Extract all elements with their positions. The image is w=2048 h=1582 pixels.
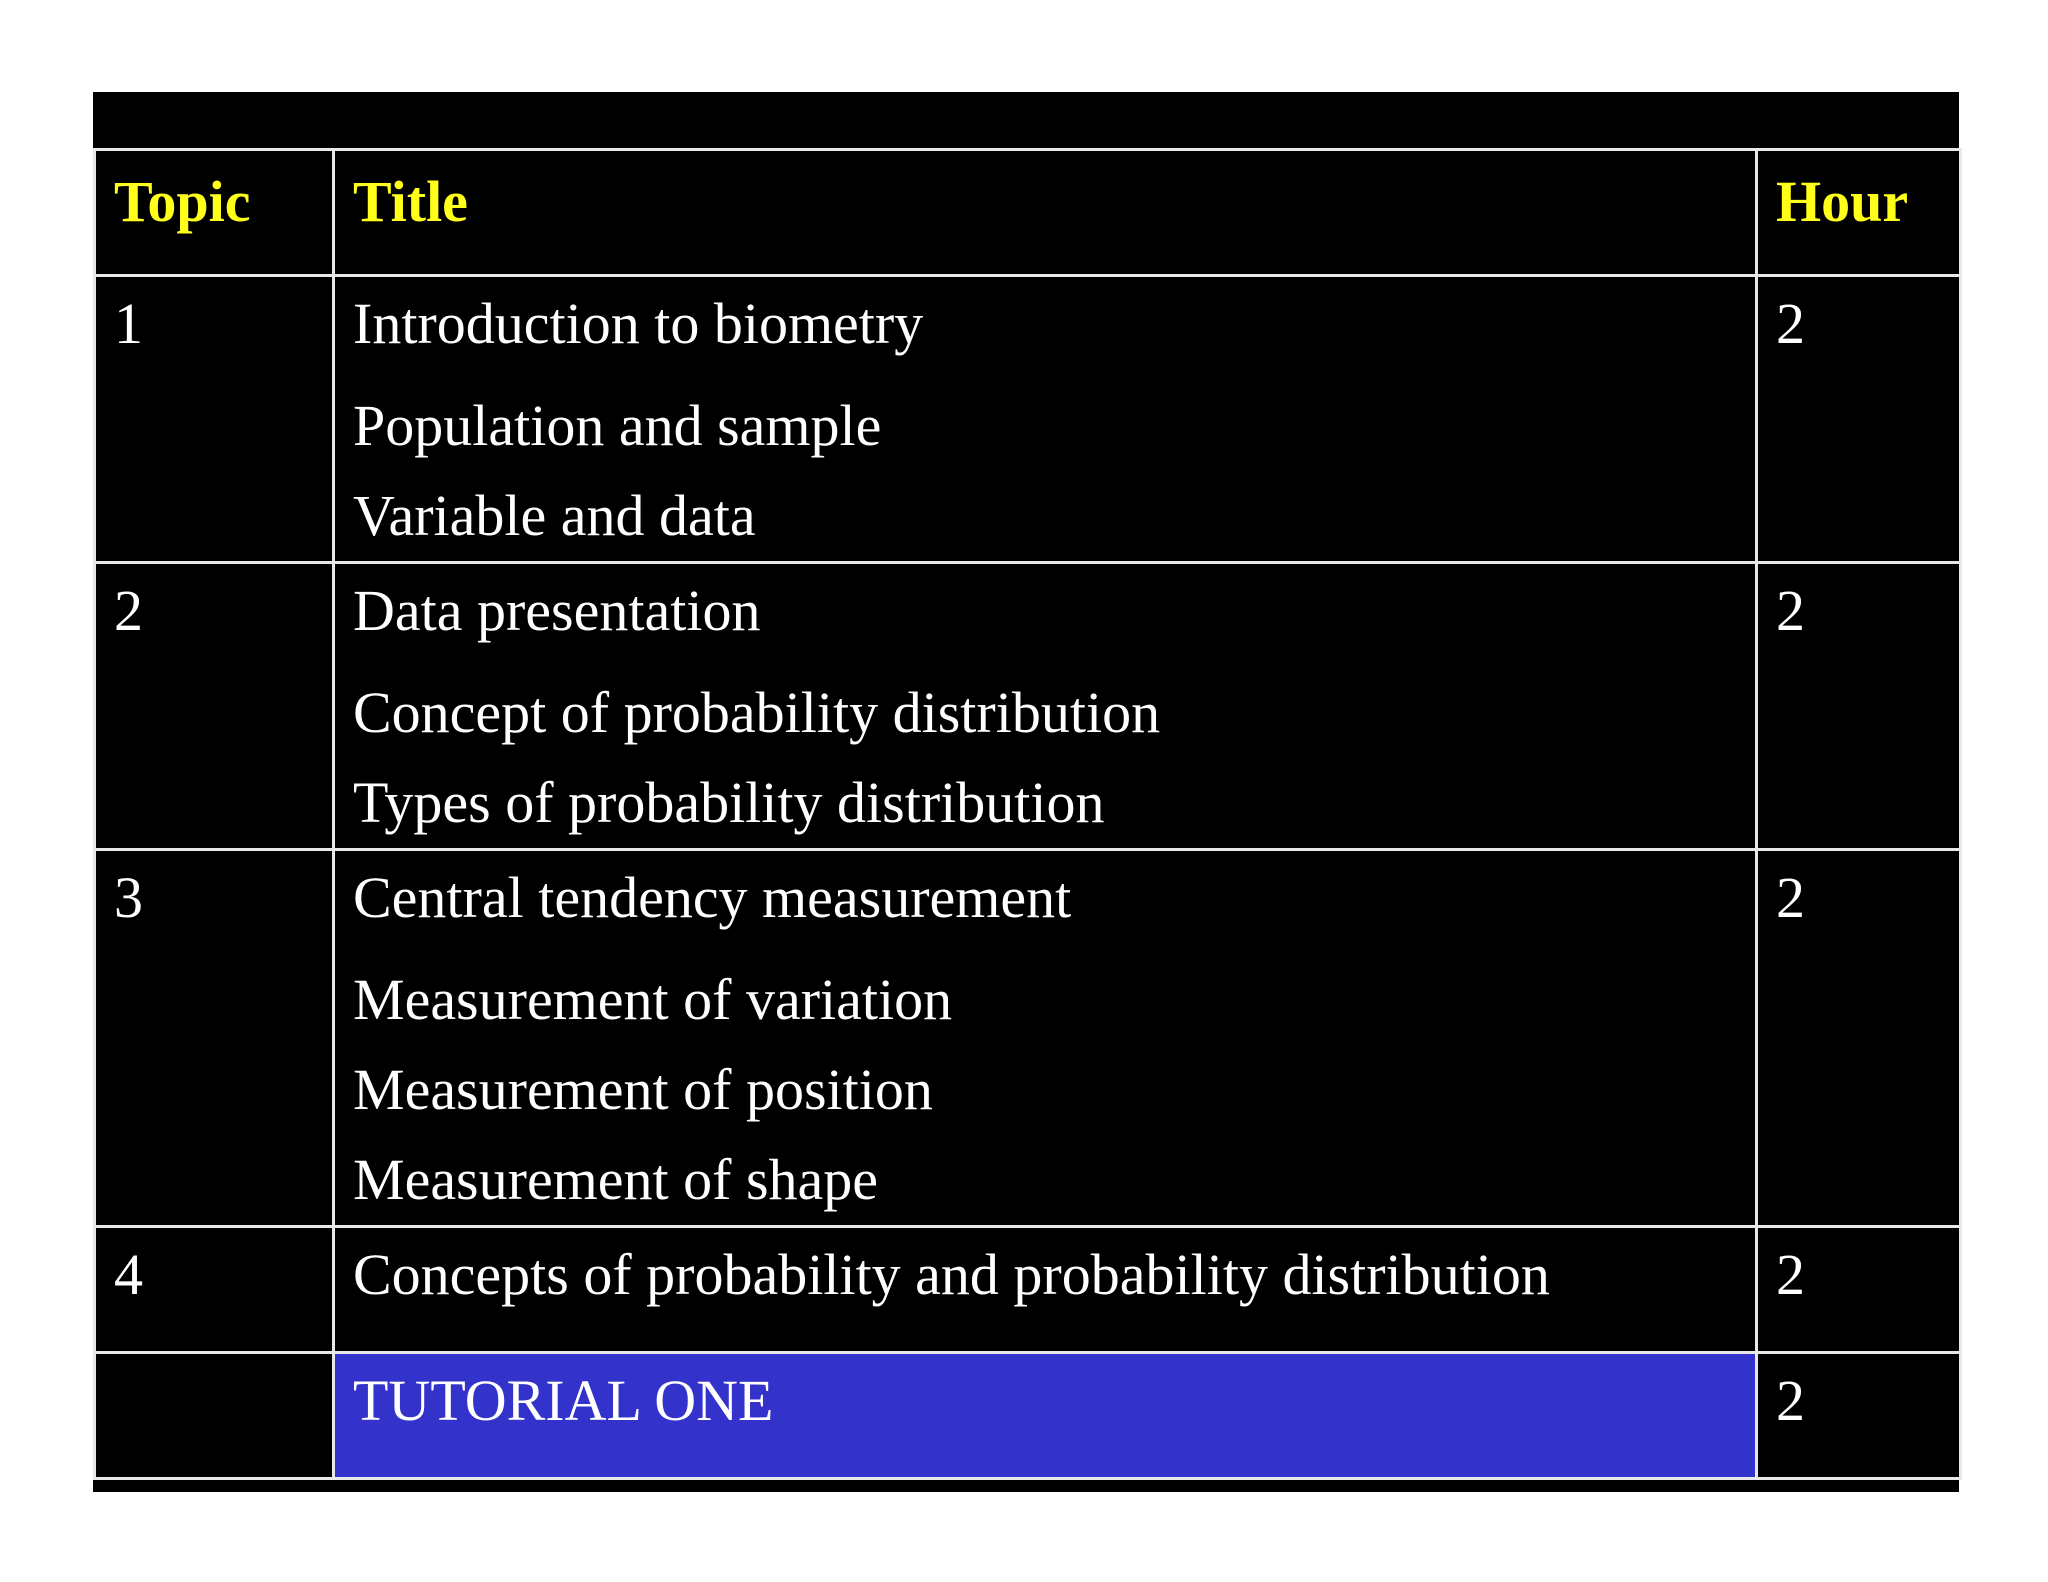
table-row: [95, 850, 1961, 1227]
topic-hours: 2: [1757, 1353, 1961, 1479]
topic-title-line: Concept of probability distribution: [353, 680, 1161, 745]
course-outline-panel: [93, 92, 1959, 1492]
topic-title-line: Types of probability distribution: [353, 770, 1105, 835]
topic-titles: [334, 1227, 1757, 1353]
topic-title-line: Measurement of position: [353, 1057, 933, 1122]
topic-title-line: Variable and data: [353, 483, 756, 548]
topic-number: 4: [95, 1227, 334, 1353]
topic-titles: [334, 563, 1757, 850]
topic-title-line: Concepts of probability and probability distribution: [353, 1242, 1550, 1307]
topic-title-line: Measurement of variation: [353, 967, 953, 1032]
table-row: [95, 1227, 1961, 1353]
table-row: [95, 563, 1961, 850]
topic-number: 3: [95, 850, 334, 1227]
topic-hours: 2: [1757, 276, 1961, 563]
tutorial-highlight-cell: [334, 1353, 1757, 1479]
topic-title-line: Introduction to biometry: [353, 291, 924, 356]
topic-hours: 2: [1757, 563, 1961, 850]
course-outline-table: [93, 148, 1962, 1480]
topic-titles: [334, 850, 1757, 1227]
topic-titles: [334, 276, 1757, 563]
topic-title-line: Data presentation: [353, 578, 761, 643]
topic-number: 2: [95, 563, 334, 850]
topic-number: 1: [95, 276, 334, 563]
topic-title-line: Central tendency measurement: [353, 865, 1072, 930]
topic-title-line: Measurement of shape: [353, 1147, 879, 1212]
table-row: [95, 276, 1961, 563]
topic-number-empty: [95, 1353, 334, 1479]
table-row-tutorial: [95, 1353, 1961, 1479]
topic-hours: 2: [1757, 1227, 1961, 1353]
header-topic: Topic: [95, 150, 334, 276]
table-header-row: [95, 150, 1961, 276]
topic-hours: 2: [1757, 850, 1961, 1227]
header-title: Title: [334, 150, 1757, 276]
header-hour: Hour: [1757, 150, 1961, 276]
topic-title-line: Population and sample: [353, 393, 882, 458]
tutorial-title: TUTORIAL ONE: [353, 1368, 774, 1433]
